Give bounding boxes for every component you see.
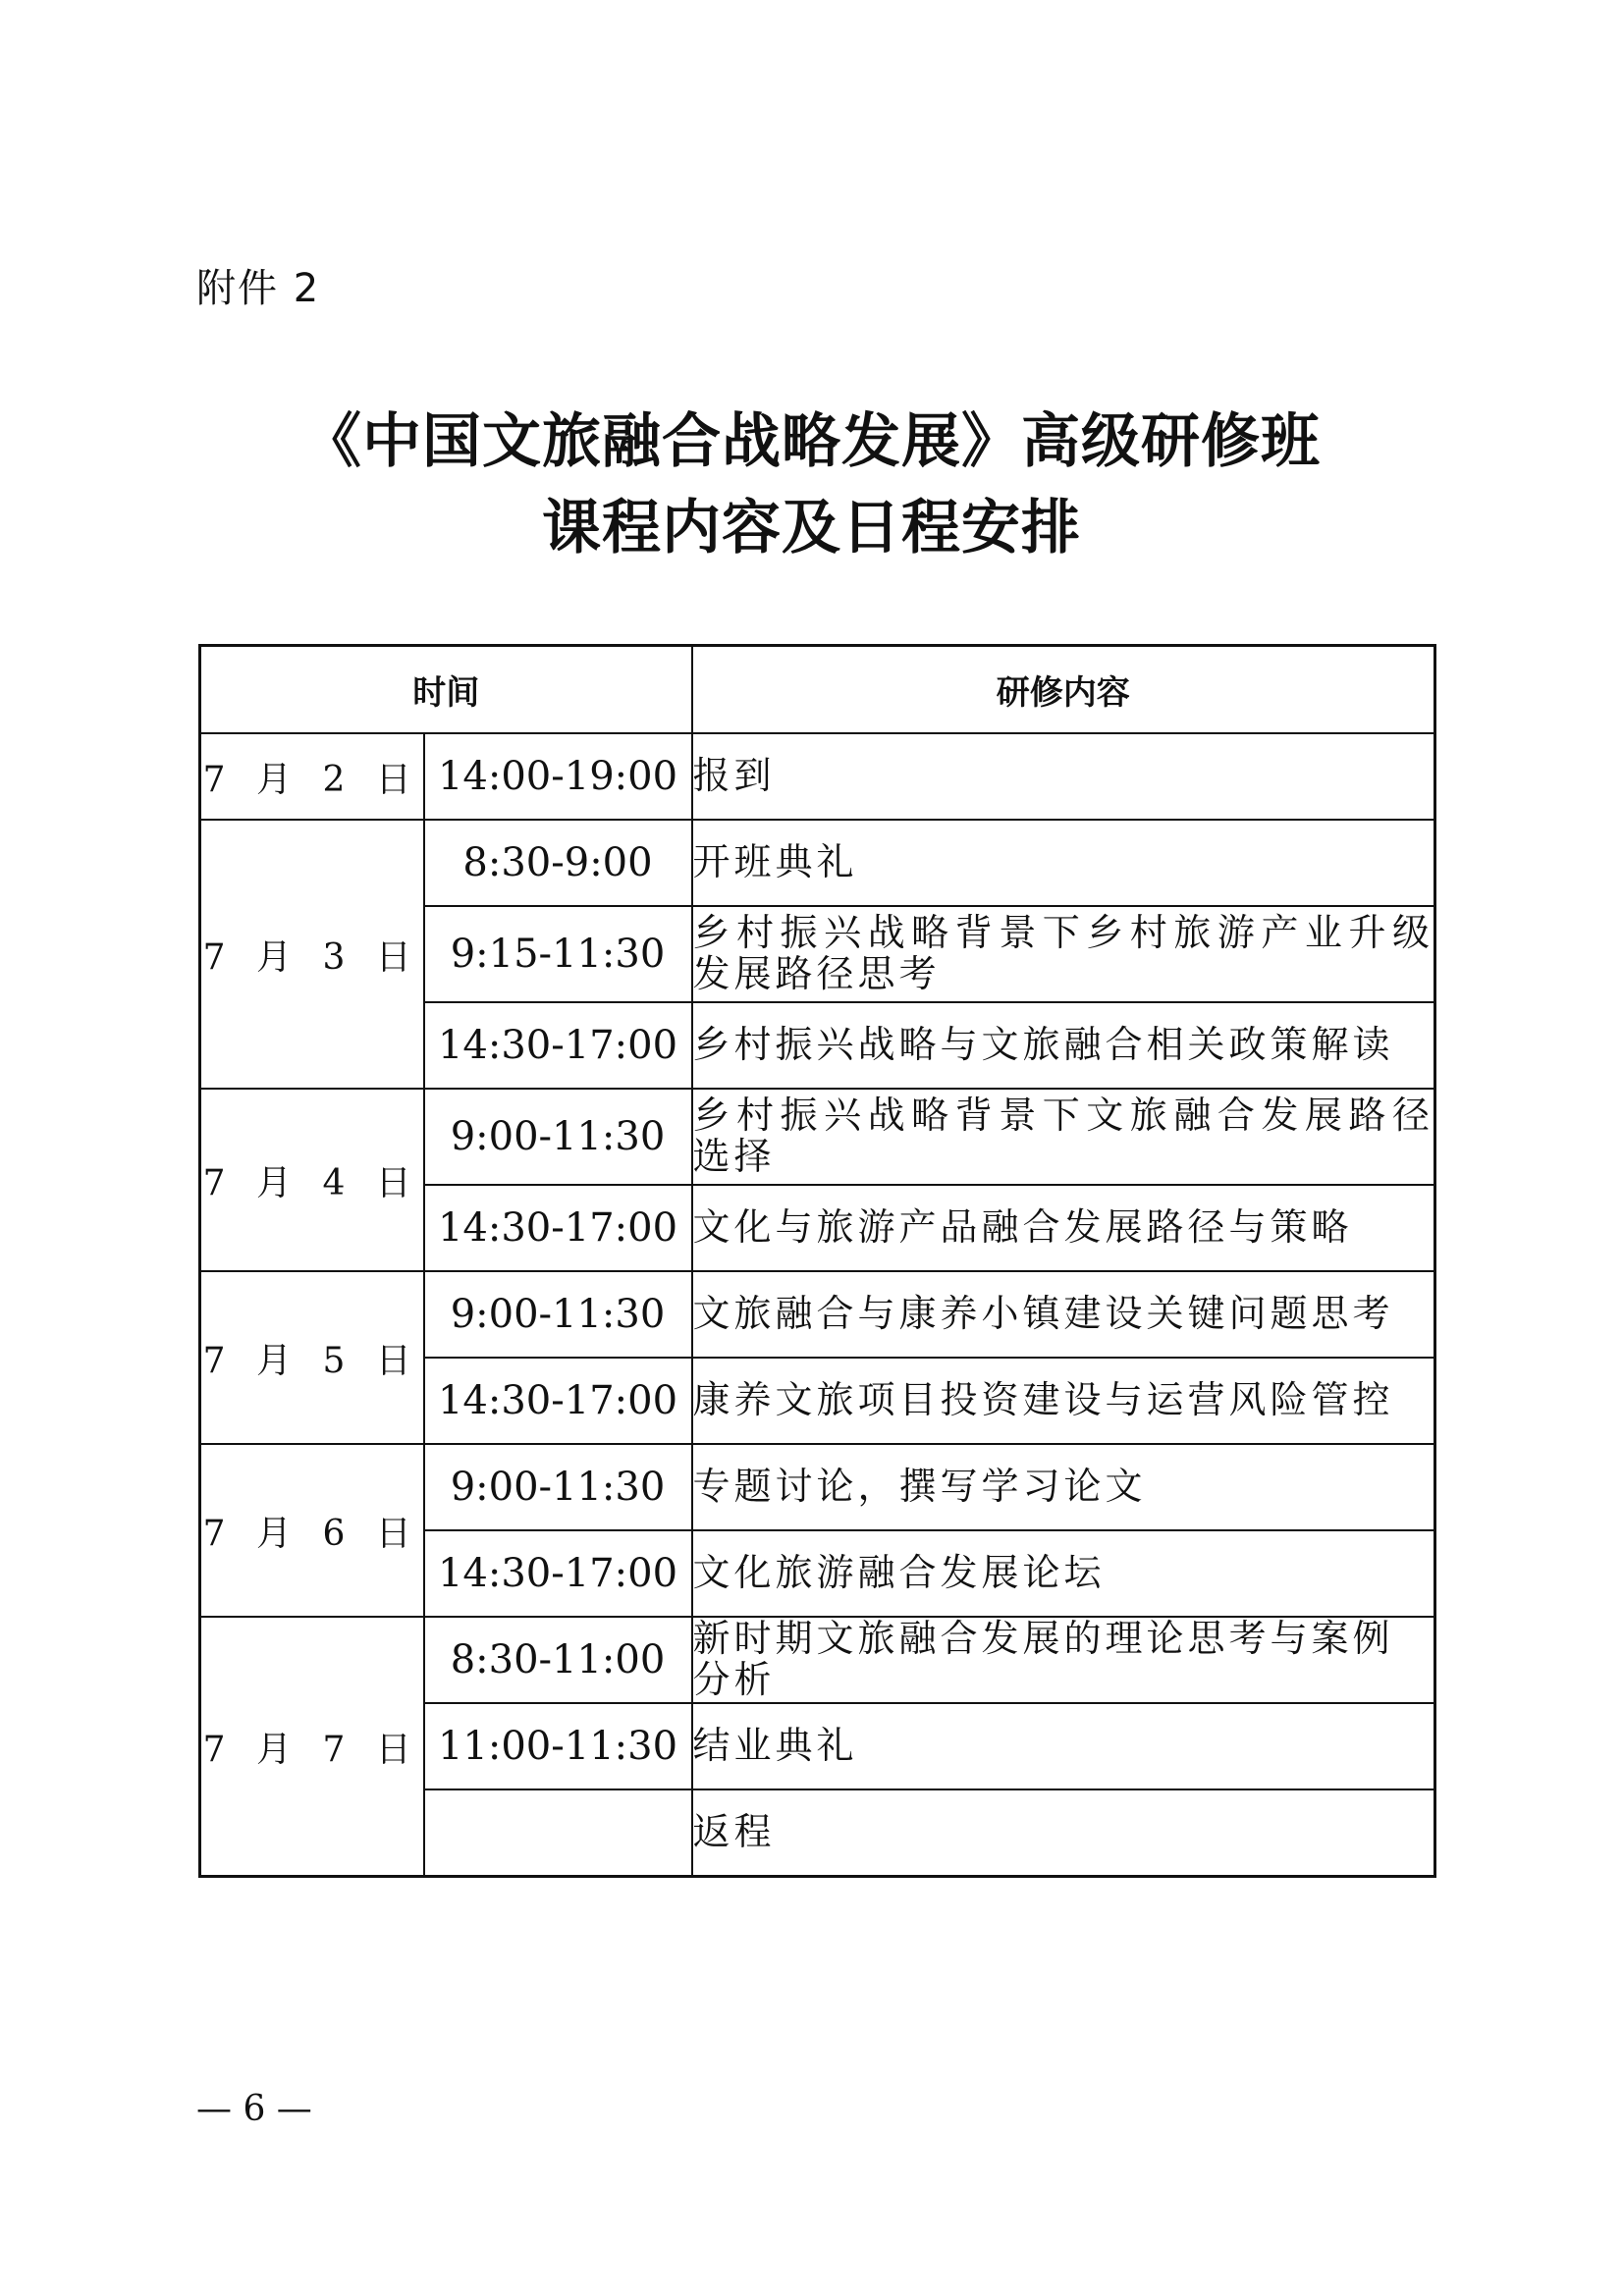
table-row: [200, 820, 1435, 906]
session-time: 9:00-11:30: [424, 1444, 692, 1530]
day-date: 7 月 2 日: [200, 733, 424, 820]
attachment-label: 附件 2: [196, 266, 321, 311]
session-time: 9:00-11:30: [424, 1089, 692, 1185]
session-time: 14:30-17:00: [424, 1185, 692, 1271]
session-time: 9:15-11:30: [424, 906, 692, 1002]
day-date: 7 月 5 日: [200, 1271, 424, 1444]
day-date: 7 月 4 日: [200, 1089, 424, 1271]
header-time: 时间: [200, 646, 692, 734]
table-row: [200, 1444, 1435, 1530]
session-content: 文旅融合与康养小镇建设关键问题思考: [692, 1271, 1435, 1358]
page-number: [0, 2089, 530, 2129]
session-content: 返程: [692, 1789, 1435, 1877]
session-content: 文化旅游融合发展论坛: [692, 1530, 1435, 1617]
table-row: [200, 1089, 1435, 1185]
day-date: 7 月 6 日: [200, 1444, 424, 1617]
page-number-text: — 6 —: [196, 2089, 312, 2129]
session-content: 乡村振兴战略背景下文旅融合发展路径选择: [692, 1089, 1435, 1185]
table-row: [200, 733, 1435, 820]
document-title-line1: 《中国文旅融合战略发展》高级研修班: [302, 407, 1321, 476]
day-date: 7 月 3 日: [200, 820, 424, 1089]
table-row: [200, 1617, 1435, 1703]
session-time: 9:00-11:30: [424, 1271, 692, 1358]
session-time: 14:30-17:00: [424, 1530, 692, 1617]
session-content: 专题讨论，撰写学习论文: [692, 1444, 1435, 1530]
session-time: 14:00-19:00: [424, 733, 692, 820]
session-content: 乡村振兴战略背景下乡村旅游产业升级发展路径思考: [692, 906, 1435, 1002]
session-content: 开班典礼: [692, 820, 1435, 906]
session-content: 乡村振兴战略与文旅融合相关政策解读: [692, 1002, 1435, 1089]
table-header-row: [200, 646, 1435, 734]
session-content: 新时期文旅融合发展的理论思考与案例分析: [692, 1617, 1435, 1703]
day-date: 7 月 7 日: [200, 1617, 424, 1877]
session-content: 文化与旅游产品融合发展路径与策略: [692, 1185, 1435, 1271]
header-content: 研修内容: [692, 646, 1435, 734]
document-title-line2: 课程内容及日程安排: [542, 494, 1081, 562]
session-time: 8:30-9:00: [424, 820, 692, 906]
schedule-table: [198, 644, 1436, 1878]
table-row: [200, 1271, 1435, 1358]
session-time: 14:30-17:00: [424, 1358, 692, 1444]
session-time: 14:30-17:00: [424, 1002, 692, 1089]
session-content: 康养文旅项目投资建设与运营风险管控: [692, 1358, 1435, 1444]
session-time: 8:30-11:00: [424, 1617, 692, 1703]
session-content: 报到: [692, 733, 1435, 820]
session-time: [424, 1789, 692, 1877]
session-content: 结业典礼: [692, 1703, 1435, 1789]
session-time: 11:00-11:30: [424, 1703, 692, 1789]
